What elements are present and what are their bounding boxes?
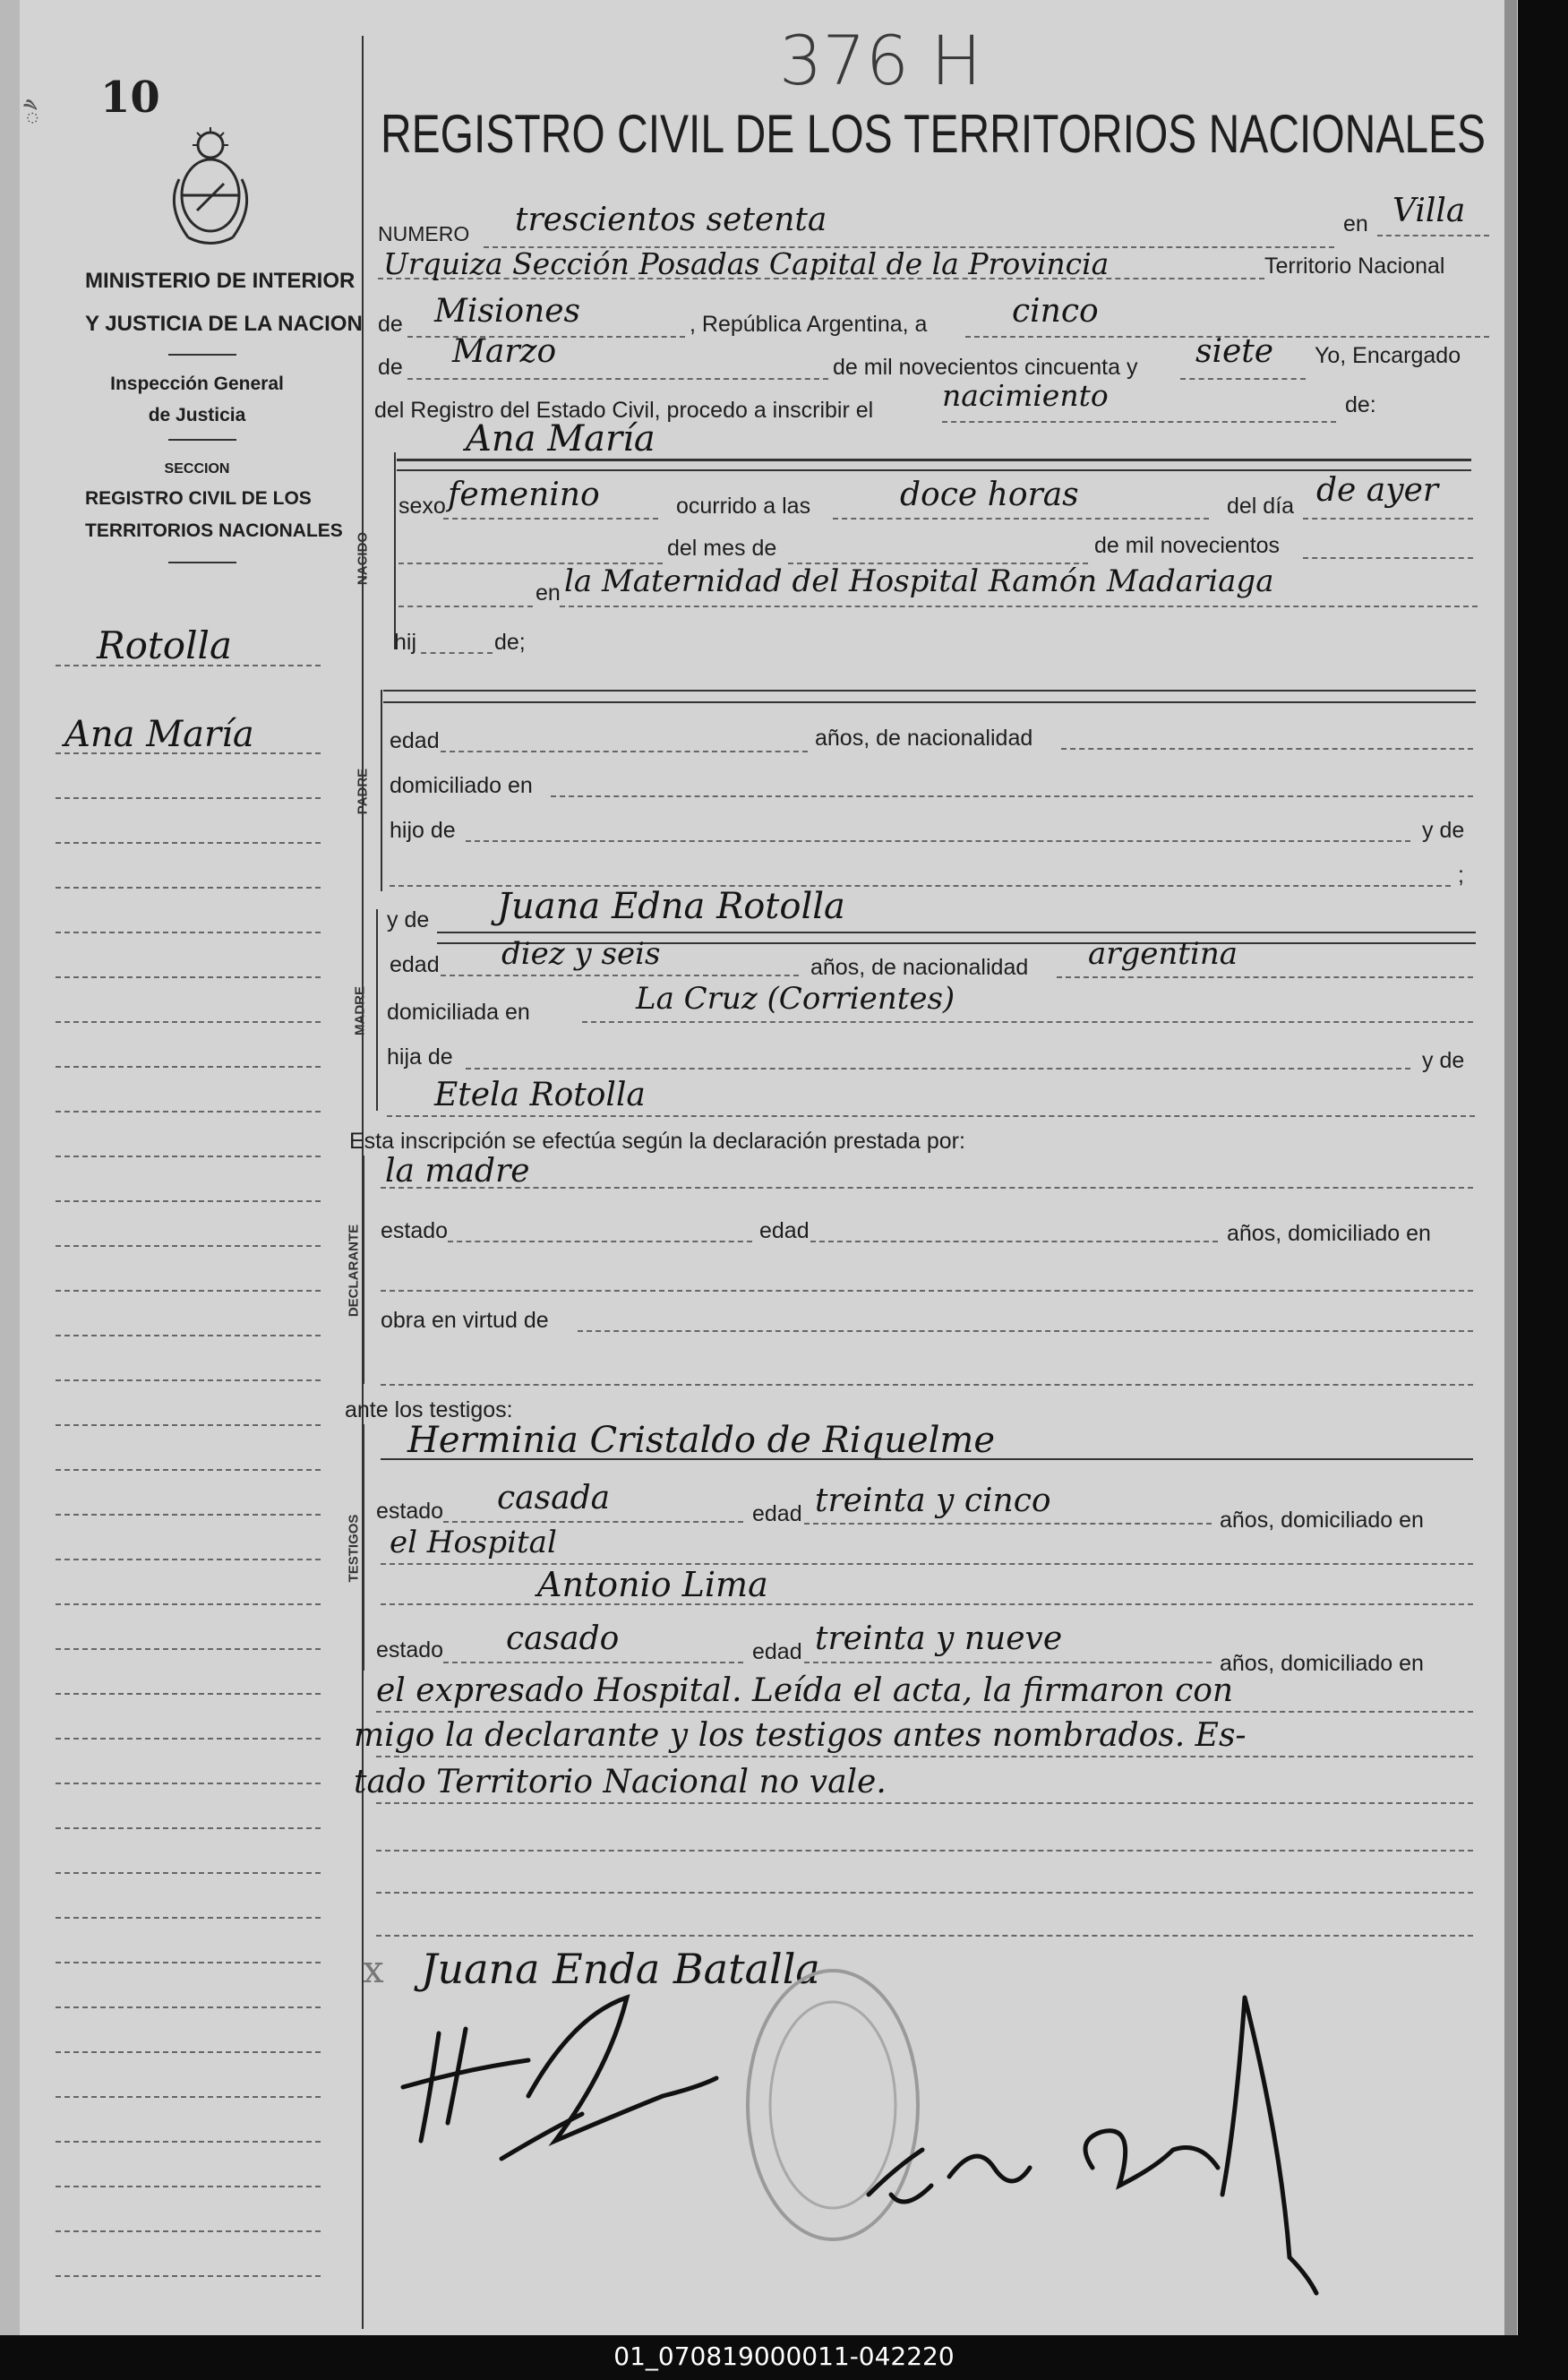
hw-madre-hija-de: Etela Rotolla (434, 1077, 646, 1113)
line (942, 421, 1336, 423)
hw-madre-dom: La Cruz (Corrientes) (636, 981, 955, 1017)
hw-tipo: nacimiento (942, 378, 1109, 413)
label-yo: Yo, Encargado (1315, 343, 1461, 368)
stamp-number: 376 H (779, 21, 982, 100)
line (804, 1523, 1212, 1525)
line (810, 1241, 1218, 1242)
sidebar-given-names: Ana María (64, 714, 254, 755)
line (1377, 235, 1489, 236)
label-de-semi: de; (494, 630, 526, 655)
line (560, 606, 1478, 607)
label-de-mil: de mil novecientos cincuenta y (833, 355, 1138, 380)
hw-madre-edad: diez y seis (501, 936, 661, 972)
block-bracket (363, 1424, 364, 1671)
signature-x-mark: x (363, 1947, 384, 1991)
hw-testigo1: Herminia Cristaldo de Riquelme (407, 1420, 996, 1461)
line (1303, 557, 1473, 559)
image-id-footer: 01_070819000011-042220 (613, 2341, 955, 2371)
label-anos-nac: años, de nacionalidad (810, 955, 1029, 980)
sidebar-line (56, 1559, 321, 1560)
sidebar-line (56, 1424, 321, 1426)
line (376, 1850, 1473, 1852)
label-estado: estado (376, 1637, 444, 1663)
divider (168, 562, 236, 563)
hw-lugar: Urquiza Sección Posadas Capital de la Provincia (383, 246, 1110, 281)
line (383, 690, 1476, 692)
line (1061, 748, 1473, 750)
line (443, 1662, 743, 1663)
label-estado: estado (376, 1499, 444, 1524)
hw-provincia: Misiones (434, 293, 581, 330)
sidebar-line (56, 2186, 321, 2187)
line (833, 518, 1209, 520)
line (381, 1290, 1473, 1292)
inspection-line-2: de Justicia (148, 405, 246, 425)
sidebar-line (56, 1603, 321, 1605)
section-line-1: REGISTRO CIVIL DE LOS (85, 488, 312, 509)
hw-declarante: la madre (385, 1153, 530, 1190)
label-en: en (536, 580, 561, 606)
label-de-mil-nov: de mil novecientos (1094, 533, 1281, 558)
national-coat-of-arms-emblem (161, 125, 260, 251)
line (381, 1384, 1473, 1386)
sidebar-line (56, 1021, 321, 1023)
hw-testigo1-dom: el Hospital (390, 1525, 557, 1560)
label-y-de: y de (1422, 818, 1465, 843)
sidebar-line (56, 976, 321, 978)
label-edad: edad (759, 1218, 810, 1243)
line (578, 1330, 1473, 1332)
label-declaracion: Esta inscripción se efectúa según la declaración prestada por: (349, 1129, 965, 1154)
line (376, 1935, 1473, 1937)
block-bracket (381, 690, 382, 891)
sidebar-line (56, 1335, 321, 1336)
sidebar-line (56, 842, 321, 844)
label-republica: , República Argentina, a (690, 312, 928, 337)
sidebar-line (56, 1827, 321, 1829)
label-numero: NUMERO (378, 222, 470, 245)
binding-edge (0, 0, 20, 2335)
hw-numero: trescientos setenta (515, 202, 827, 238)
hw-lugar-nac: la Maternidad del Hospital Ramón Madariaga (564, 563, 1274, 599)
sidebar-line (56, 2141, 321, 2143)
sidebar-line (56, 752, 321, 754)
label-en: en (1343, 211, 1368, 236)
label-obra: obra en virtud de (381, 1308, 549, 1333)
hw-cierre-2: migo la declarante y los testigos antes nombrados. Es- (354, 1717, 1247, 1754)
sidebar-line (56, 1514, 321, 1516)
label-de-colon: de: (1345, 392, 1376, 417)
label-domiciliado: domiciliado en (390, 773, 533, 798)
hw-nombre: Ana María (466, 418, 655, 460)
line (1180, 378, 1306, 380)
line (1303, 518, 1473, 520)
sidebar-line (56, 1917, 321, 1919)
line (437, 932, 1476, 933)
hw-testigo2: Antonio Lima (537, 1565, 768, 1604)
sidebar-line (56, 1156, 321, 1157)
label-del-mes: del mes de (667, 536, 777, 561)
hw-mes: Marzo (452, 333, 557, 370)
section-label: SECCION (164, 461, 230, 477)
line (421, 652, 493, 654)
line (1057, 976, 1473, 978)
sidebar-line (56, 1245, 321, 1247)
label-estado: estado (381, 1218, 449, 1243)
hw-firma-declarante: Juana Enda Batalla (421, 1945, 820, 1993)
label-hija-de: hija de (387, 1044, 453, 1070)
ministry-line-1: MINISTERIO DE INTERIOR (85, 269, 356, 293)
line (387, 1115, 1475, 1117)
label-hij: hij (394, 630, 417, 655)
label-edad: edad (752, 1639, 802, 1664)
sidebar-line (56, 2006, 321, 2008)
line (376, 1892, 1473, 1894)
line (551, 795, 1473, 797)
label-registro: del Registro del Estado Civil, procedo a inscribir el (374, 398, 874, 423)
line (376, 1711, 1473, 1713)
line (397, 469, 1471, 471)
hw-testigo1-estado: casada (497, 1480, 611, 1516)
line (466, 1068, 1410, 1070)
hw-testigo1-edad: treinta y cinco (815, 1482, 1051, 1519)
inspection-line-1: Inspección General (110, 374, 284, 394)
sidebar-line (56, 1066, 321, 1068)
sidebar-line (56, 797, 321, 799)
sidebar-line (56, 1111, 321, 1113)
line (383, 701, 1476, 703)
sidebar-line (56, 2051, 321, 2053)
label-sexo: sexo (398, 494, 446, 519)
hw-hora: doce horas (900, 477, 1079, 513)
section-line-2: TERRITORIOS NACIONALES (85, 520, 343, 541)
label-territorio: Territorio Nacional (1264, 253, 1445, 279)
label-ocurrido: ocurrido a las (676, 494, 811, 519)
line (381, 1187, 1473, 1189)
label-edad: edad (390, 952, 440, 977)
sidebar-line (56, 665, 321, 666)
divider (168, 354, 236, 356)
ministry-line-2: Y JUSTICIA DE LA NACION (85, 312, 363, 336)
label-hijo-de: hijo de (390, 818, 456, 843)
label-ante: ante los testigos: (345, 1397, 513, 1422)
block-bracket (394, 452, 396, 649)
sidebar-surname: Rotolla (97, 623, 232, 667)
block-label-nacido: NACIDO (355, 531, 371, 586)
line (441, 751, 808, 752)
document-title: REGISTRO CIVIL DE LOS TERRITORIOS NACIONALES (381, 104, 1487, 164)
block-label-declarante: DECLARANTE (346, 1224, 362, 1318)
hw-dia: cinco (1012, 293, 1099, 330)
line (582, 1021, 1473, 1023)
block-label-madre: MADRE (352, 986, 368, 1035)
block-bracket (376, 909, 378, 1111)
line (441, 975, 799, 976)
label-anos-dom: años, domiciliado en (1227, 1221, 1431, 1246)
sidebar-line (56, 1693, 321, 1695)
line (376, 1802, 1473, 1804)
sidebar-line (56, 932, 321, 933)
line (381, 1458, 1473, 1460)
hw-testigo2-estado: casado (506, 1620, 620, 1657)
sidebar-line (56, 1648, 321, 1650)
sidebar-line (56, 1469, 321, 1471)
page-number: 10 (100, 73, 160, 123)
hw-dia-nac: de ayer (1316, 472, 1439, 509)
divider (168, 439, 236, 441)
page-edge-shadow (1504, 0, 1517, 2335)
label-del-dia: del día (1227, 494, 1295, 519)
label-domiciliada: domiciliada en (387, 1000, 530, 1025)
line (466, 840, 1410, 842)
witness-and-registrar-signatures (394, 1962, 1424, 2311)
block-label-testigos: TESTIGOS (346, 1514, 362, 1583)
hw-anio: siete (1195, 333, 1274, 370)
sidebar-line (56, 1783, 321, 1784)
hw-cierre-1: el expresado Hospital. Leída el acta, la firmaron con (376, 1672, 1234, 1709)
sidebar-line (56, 1200, 321, 1202)
label-anos-dom: años, domiciliado en (1220, 1651, 1424, 1676)
sidebar-line (56, 1290, 321, 1292)
line (448, 1241, 752, 1242)
margin-mark: ཻ (25, 106, 40, 135)
line (381, 1603, 1473, 1605)
sidebar-line (56, 1872, 321, 1874)
label-de: de (378, 312, 403, 337)
sidebar-line (56, 1962, 321, 1963)
sidebar-line (56, 2275, 321, 2277)
label-edad: edad (752, 1501, 802, 1526)
hw-testigo2-edad: treinta y nueve (815, 1620, 1063, 1657)
label-y-de: y de (1422, 1048, 1465, 1073)
hw-sexo: femenino (448, 477, 600, 513)
block-label-padre: PADRE (355, 768, 371, 815)
label-de: de (378, 355, 403, 380)
label-anos-nac: años, de nacionalidad (815, 726, 1033, 751)
block-bracket (363, 1156, 364, 1384)
line (804, 1662, 1212, 1663)
line (407, 378, 828, 380)
label-semicolon: ; (1458, 863, 1464, 888)
label-edad: edad (390, 728, 440, 753)
sidebar-line (56, 2096, 321, 2098)
label-y-de-madre: y de (387, 907, 430, 932)
sidebar-line (56, 1379, 321, 1381)
line (443, 518, 658, 520)
sidebar-line (56, 1738, 321, 1740)
sidebar-line (56, 887, 321, 889)
hw-madre-nombre: Juana Edna Rotolla (497, 886, 845, 927)
hw-cierre-3: tado Territorio Nacional no vale. (354, 1764, 887, 1800)
hw-en: Villa (1392, 193, 1466, 229)
label-anos-dom: años, domiciliado en (1220, 1508, 1424, 1533)
line (398, 606, 533, 607)
line (443, 1521, 743, 1523)
hw-madre-nac: argentina (1088, 936, 1238, 972)
sidebar-line (56, 2230, 321, 2232)
line (376, 1756, 1473, 1757)
